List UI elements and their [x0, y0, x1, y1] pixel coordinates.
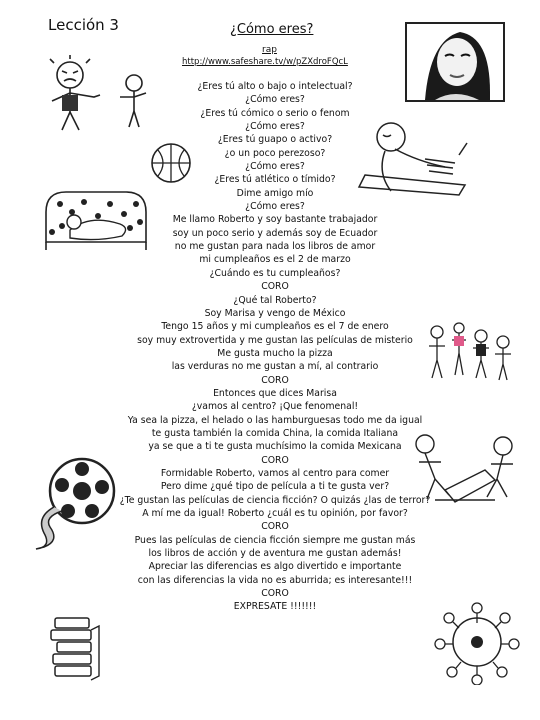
- lyric-line: Soy Marisa y vengo de México: [204, 307, 346, 319]
- lesson-label: Lección 3: [48, 16, 119, 34]
- film-reel-icon: [28, 455, 116, 550]
- lyric-line: te gusta también la comida China, la comida Italiana: [151, 427, 399, 439]
- lyric-line: ¿Te gustan las películas de ciencia ficción? O quizás ¿las de terror?: [119, 494, 431, 506]
- lyric-chorus: CORO: [261, 588, 289, 600]
- lyric-line: ¿Eres tú cómico o serio o fenom: [200, 107, 350, 119]
- lyric-line: A mí me da igual! Roberto ¿cuál es tu opinión, por favor?: [142, 508, 408, 519]
- lyric-chorus: CORO: [261, 281, 289, 293]
- lyric-line: ¿Qué tal Roberto?: [233, 294, 317, 306]
- woman-portrait-icon: [405, 22, 505, 102]
- books-stack-icon: [45, 610, 105, 685]
- lyric-line: ¿Eres tú guapo o activo?: [217, 134, 333, 146]
- lyric-line: ¿Eres tú alto o bajo o intelectual?: [197, 81, 353, 92]
- lyric-line: ¿Cómo eres?: [245, 94, 305, 106]
- lyric-line: ¿Cómo eres?: [245, 121, 305, 133]
- group-of-kids-icon: [425, 322, 517, 384]
- basketball-icon: [150, 142, 192, 184]
- lyric-chorus: CORO: [261, 521, 289, 533]
- lyric-line: no me gustan para nada los libros de amor: [174, 241, 376, 253]
- lyric-line: ya se que a ti te gusta muchísimo la comida Mexicana: [148, 441, 402, 453]
- lyric-line: Me gusta mucho la pizza: [217, 347, 333, 359]
- circle-of-people-icon: [432, 600, 522, 685]
- lyric-line: Tengo 15 años y mi cumpleaños es el 7 de enero: [161, 321, 389, 333]
- video-link[interactable]: http://www.safeshare.tv/w/pZXdroFQcL: [182, 57, 348, 67]
- lyric-chorus: CORO: [261, 454, 289, 466]
- lyric-line: ¿Eres tú atlético o tímido?: [214, 174, 336, 186]
- lyric-line: ¿Cuándo es tu cumpleaños?: [209, 267, 341, 279]
- lyric-line: Pero dime ¿qué tipo de película a ti te gusta ver?: [160, 481, 390, 493]
- subtitle: rap: [262, 45, 277, 55]
- lyric-line: con las diferencias la vida no es aburrida; es interesante!!!: [137, 574, 413, 586]
- lyric-line: Pues las películas de ciencia ficción siempre me gustan más: [134, 534, 416, 546]
- lyric-line: Ya sea la pizza, el helado o las hamburguesas todo me da igual: [127, 414, 423, 426]
- lyric-line: Me llamo Roberto y soy bastante trabajador: [172, 214, 378, 226]
- lyric-line: ¿Cómo eres?: [245, 201, 305, 213]
- lyric-line: Formidable Roberto, vamos al centro para comer: [160, 467, 390, 479]
- page-title: ¿Cómo eres?: [230, 22, 314, 37]
- lyric-line: Dime amigo mío: [236, 187, 314, 199]
- lyric-line: los libros de acción y de aventura me gustan además!: [148, 548, 402, 560]
- lyric-line: soy muy extrovertida y me gustan las películas de misterio: [137, 334, 413, 346]
- lyric-line: ¿Cómo eres?: [245, 161, 305, 173]
- lyric-line: las verduras no me gustan a mí, al contrario: [171, 361, 379, 373]
- student-writing-icon: [355, 115, 480, 200]
- lyric-line: Entonces que dices Marisa: [213, 387, 337, 399]
- angry-cartoon-kids-icon: [32, 55, 162, 135]
- lyric-line: EXPRESATE !!!!!!!: [233, 601, 317, 613]
- lyric-line: ¿o un poco perezoso?: [224, 147, 326, 159]
- lyric-line: mi cumpleaños es el 2 de marzo: [199, 254, 351, 266]
- lyric-line: soy un poco serio y además soy de Ecuador: [172, 227, 378, 239]
- lyric-line: ¿vamos al centro? ¡Que fenomenal!: [191, 401, 359, 413]
- lyric-chorus: CORO: [261, 374, 289, 386]
- person-on-sofa-icon: [40, 182, 155, 254]
- kids-relaxing-icon: [405, 430, 525, 515]
- lyric-line: Apreciar las diferencias es algo divertido e importante: [148, 561, 402, 573]
